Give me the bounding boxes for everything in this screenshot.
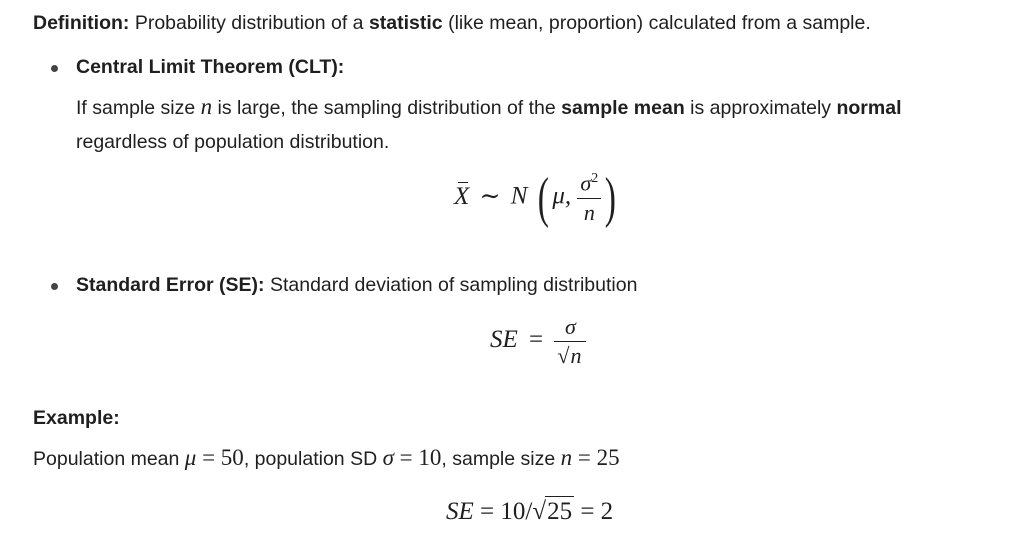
se-line (76, 276, 637, 296)
example-formula-radicand: 25 (547, 498, 573, 525)
definition-label: Definition: (33, 12, 130, 34)
definition-line (33, 14, 871, 34)
clt-formula-numerator (577, 172, 601, 198)
clt-title: Central Limit Theorem (CLT): (76, 56, 345, 78)
clt-formula-open-paren: ( (537, 167, 549, 229)
definition-text-1: Probability distribution of a (129, 12, 369, 34)
se-formula-radicand: n (570, 343, 582, 368)
clt-bold-sample-mean: sample mean (561, 97, 685, 119)
clt-formula-sup: 2 (591, 171, 599, 187)
example-eq-3: = 25 (572, 445, 620, 470)
example-text-1: Population mean (33, 448, 185, 470)
se-formula-denominator (554, 342, 586, 367)
se-formula (490, 316, 586, 367)
se-formula-root-sign: √ (557, 343, 570, 368)
example-formula-eq: = 10/ (480, 498, 533, 525)
clt-formula-fraction (577, 172, 601, 223)
se-formula-eq: = (529, 326, 544, 354)
clt-line-1 (76, 95, 901, 119)
clt-text-1a: If sample size (76, 97, 201, 119)
example-sigma: σ (382, 445, 394, 470)
se-formula-sigma: σ (554, 316, 586, 342)
example-formula-result: = 2 (580, 498, 614, 525)
bullet-se (51, 283, 58, 290)
example-eq-2: = 10 (393, 445, 442, 470)
example-n: n (560, 445, 573, 470)
se-formula-sqrt (557, 345, 583, 367)
se-title: Standard Error (SE): (76, 274, 265, 296)
bullet-clt (51, 65, 58, 72)
example-mu: μ (184, 445, 197, 470)
clt-line-2: regardless of population distribution. (76, 131, 390, 153)
example-formula-sqrt (532, 499, 574, 524)
clt-text-1c: is approximately (684, 97, 837, 119)
clt-formula-N: N (510, 182, 528, 210)
example-formula (446, 499, 613, 524)
example-line (33, 446, 620, 470)
clt-formula (454, 167, 620, 229)
clt-formula-denominator: n (583, 199, 595, 225)
clt-formula-sigma: σ (580, 170, 592, 196)
example-label: Example: (33, 407, 120, 429)
clt-bold-normal: normal (836, 97, 902, 119)
clt-var-n: n (200, 94, 213, 119)
example-formula-root-sign: √ (532, 498, 547, 525)
clt-formula-xbar: X (454, 182, 470, 210)
se-text: Standard deviation of sampling distribution (264, 274, 638, 296)
se-formula-lhs: SE (490, 326, 518, 354)
clt-formula-tilde: ∼ (479, 182, 501, 210)
clt-formula-mu: μ, (552, 182, 572, 210)
definition-text-2: (like mean, proportion) calculated from a sample. (442, 12, 871, 34)
clt-formula-close-paren: ) (604, 167, 617, 229)
se-formula-fraction (554, 316, 586, 367)
example-text-2: , population SD (243, 448, 383, 470)
example-eq-1: = 50 (196, 445, 244, 470)
clt-text-1b: is large, the sampling distribution of the (212, 97, 562, 119)
definition-bold-statistic: statistic (368, 12, 443, 34)
example-formula-lhs: SE (446, 498, 474, 525)
example-text-3: , sample size (441, 448, 561, 470)
